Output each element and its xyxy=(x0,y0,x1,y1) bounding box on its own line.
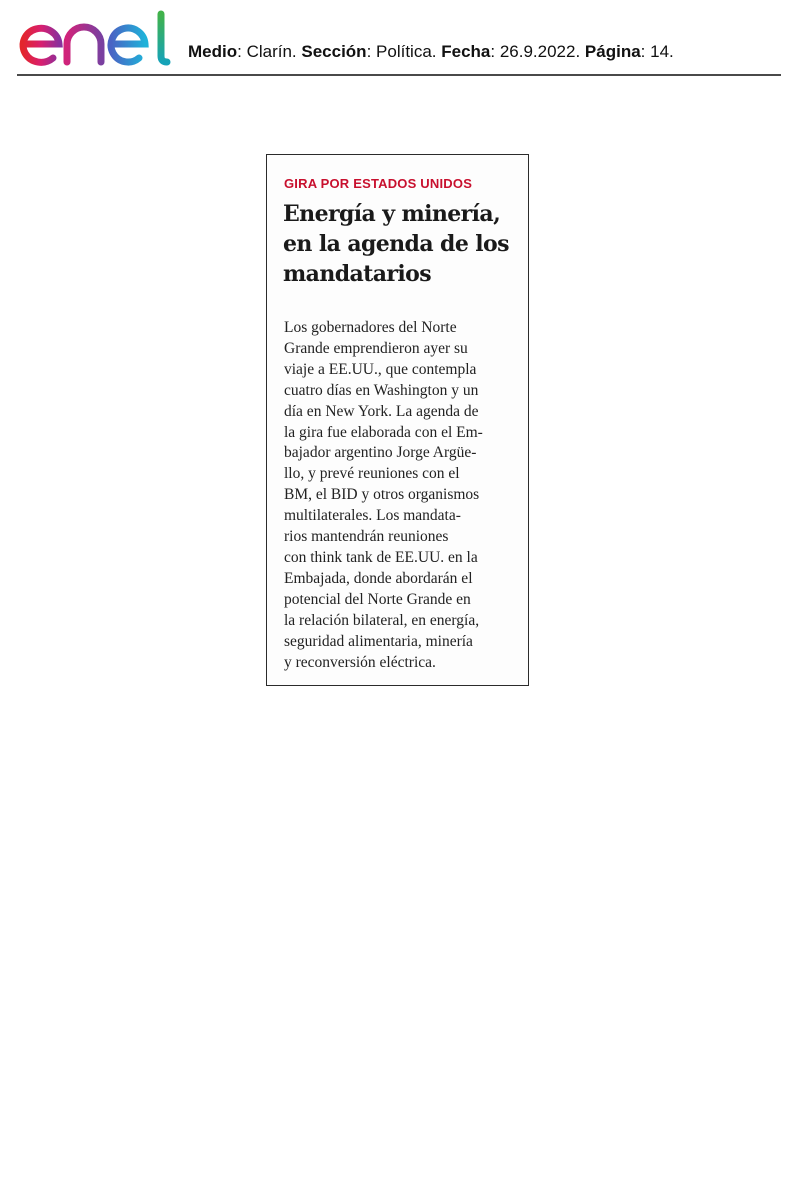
article-headline xyxy=(283,199,519,289)
page-header xyxy=(17,8,781,76)
body-line: y reconversión eléctrica. xyxy=(284,653,436,671)
article-kicker: GIRA POR ESTADOS UNIDOS xyxy=(284,176,473,191)
medio-value: Clarín xyxy=(246,42,292,61)
headline-line: Energía y minería, xyxy=(283,201,501,227)
body-line: bajador argentino Jorge Argüe- xyxy=(284,444,477,462)
article-body xyxy=(284,318,520,673)
body-line: llo, y prevé reuniones con el xyxy=(284,465,460,483)
fecha-label: Fecha xyxy=(441,42,491,61)
publication-metadata: Medio: Clarín. Sección: Política. Fecha: 26.9.2022. Página: 14. xyxy=(188,42,674,61)
body-line: día en New York. La agenda de xyxy=(284,402,479,420)
body-line: BM, el BID y otros organismos xyxy=(284,486,480,504)
headline-line: mandatarios xyxy=(283,261,431,287)
body-line: rios mantendrán reuniones xyxy=(284,528,449,546)
body-line: multilaterales. Los mandata- xyxy=(284,507,461,525)
headline-line: en la agenda de los xyxy=(283,231,509,257)
body-line: la gira fue elaborada con el Em- xyxy=(284,423,483,441)
fecha-value: 26.9.2022 xyxy=(499,42,576,61)
body-line: con think tank de EE.UU. en la xyxy=(284,548,478,566)
body-line: potencial del Norte Grande en xyxy=(284,590,471,608)
enel-logo xyxy=(17,8,172,68)
seccion-label: Sección xyxy=(301,42,367,61)
medio-label: Medio xyxy=(188,42,238,61)
seccion-value: Política xyxy=(376,42,432,61)
body-line: Grande emprendieron ayer su xyxy=(284,339,468,357)
pagina-value: 14 xyxy=(650,42,670,61)
body-line: Embajada, donde abordarán el xyxy=(284,569,473,587)
body-line: la relación bilateral, en energía, xyxy=(284,611,480,629)
body-line: cuatro días en Washington y un xyxy=(284,381,479,399)
body-line: viaje a EE.UU., que contempla xyxy=(284,360,477,378)
body-line: seguridad alimentaria, minería xyxy=(284,632,473,650)
pagina-label: Página xyxy=(584,42,641,61)
body-line: Los gobernadores del Norte xyxy=(284,319,457,336)
news-clipping xyxy=(266,154,529,686)
